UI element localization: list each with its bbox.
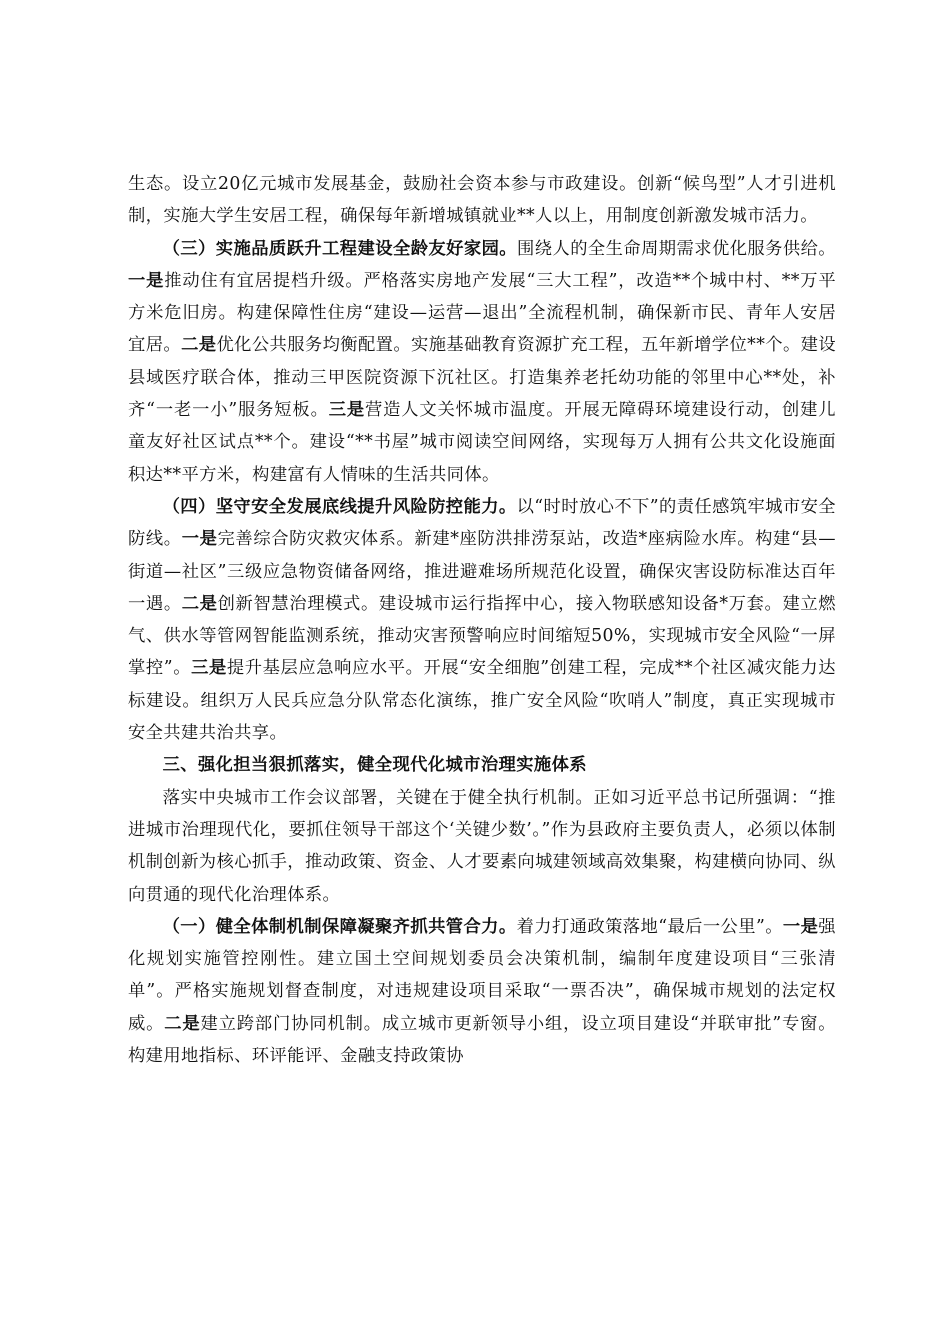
subsection-title: （四）坚守安全发展底线提升风险防控能力。 <box>162 496 517 517</box>
paragraph-text: 强化规划实施管控刚性。建立国土空间规划委员会决策机制，编制年度建设项目“三张清单”。严格实施规划督查制度，对违规建设项目采取“一票否决”，确保城市规划的法定权威。 <box>128 916 836 1034</box>
paragraph-1 <box>128 168 836 233</box>
paragraph-text: 以“时时放心不下”的责任感筑牢城市安全防线。 <box>128 496 836 550</box>
paragraph-text: 提升基层应急响应水平。开展“安全细胞”创建工程，完成**个社区减灾能力达标建设。组织万人民兵应急分队常态化演练，推广安全风险“吹哨人”制度，真正实现城市安全共建共治共享。 <box>128 658 836 744</box>
paragraph-2 <box>128 233 836 491</box>
paragraph-text: 创新智慧治理模式。建设城市运行指挥中心，接入物联感知设备*万套。建立燃气、供水等管网智能监测系统，推动灾害预警响应时间缩短50%，实现城市安全风险“一屏掌控”。 <box>128 593 836 679</box>
point-marker: 二是 <box>181 335 217 356</box>
paragraph-text: 围绕人的全生命周期需求优化服务供给。 <box>517 238 836 259</box>
point-marker: 一是 <box>782 916 819 937</box>
paragraph-text: 营造人文关怀城市温度。开展无障碍环境建设行动，创建儿童友好社区试点**个。建设“**书屋”城市阅读空间网络，实现每万人拥有公共文化设施面积达**平方米，构建富有人情味的生活共同体。 <box>128 400 836 485</box>
point-marker: 一是 <box>181 529 218 550</box>
paragraph-text: 建立跨部门协同机制。成立城市更新领导小组，设立项目建设“并联审批”专窗。构建用地指标、环评能评、金融支持政策协 <box>128 1013 836 1067</box>
point-marker: 二是 <box>181 593 218 614</box>
point-marker: 三是 <box>191 658 227 679</box>
paragraph-3 <box>128 491 836 749</box>
point-marker: 三是 <box>328 400 365 421</box>
paragraph-text: 推动住有宜居提档升级。严格落实房地产发展“三大工程”，改造**个城中村、**万平方米危旧房。构建保障性住房“建设—运营—退出”全流程机制，确保新市民、青年人安居宜居。 <box>128 270 836 356</box>
document-page <box>128 168 836 1072</box>
section-heading <box>128 749 836 781</box>
subsection-title: （一）健全体制机制保障凝聚齐抓共管合力。 <box>162 916 517 937</box>
paragraph-text: 着力打通政策落地“最后一公里”。 <box>516 916 783 937</box>
paragraph-text: 生态。设立20亿元城市发展基金，鼓励社会资本参与市政建设。创新“候鸟型”人才引进机制，实施大学生安居工程，确保每年新增城镇就业**人以上，用制度创新激发城市活力。 <box>128 174 836 227</box>
paragraph-text: 落实中央城市工作会议部署，关键在于健全执行机制。正如习近平总书记所强调：“推进城市治理现代化，要抓住领导干部这个‘关键少数’。”作为县政府主要负责人，必须以体制机制创新为核心抓手，推动政策、资金、人才要素向城建领域高效集聚，构建横向协同、纵向贯通的现代化治理体系。 <box>128 787 836 905</box>
section-heading-text: 三、强化担当狠抓落实，健全现代化城市治理实施体系 <box>162 755 587 776</box>
subsection-title: （三）实施品质跃升工程建设全龄友好家园。 <box>162 238 518 259</box>
paragraph-text: 优化公共服务均衡配置。实施基础教育资源扩充工程，五年新增学位**个。建设县域医疗联合体，推动三甲医院资源下沉社区。打造集养老托幼功能的邻里中心**处，补齐“一老一小”服务短板。 <box>128 335 836 421</box>
point-marker: 一是 <box>128 270 165 291</box>
point-marker: 二是 <box>164 1013 201 1034</box>
paragraph-6 <box>128 911 836 1072</box>
paragraph-text: 完善综合防灾救灾体系。新建*座防洪排涝泵站，改造*座病险水库。构建“县—街道—社区”三级应急物资储备网络，推进避难场所规范化设置，确保灾害设防标准达百年一遇。 <box>128 529 836 614</box>
paragraph-5 <box>128 782 836 911</box>
